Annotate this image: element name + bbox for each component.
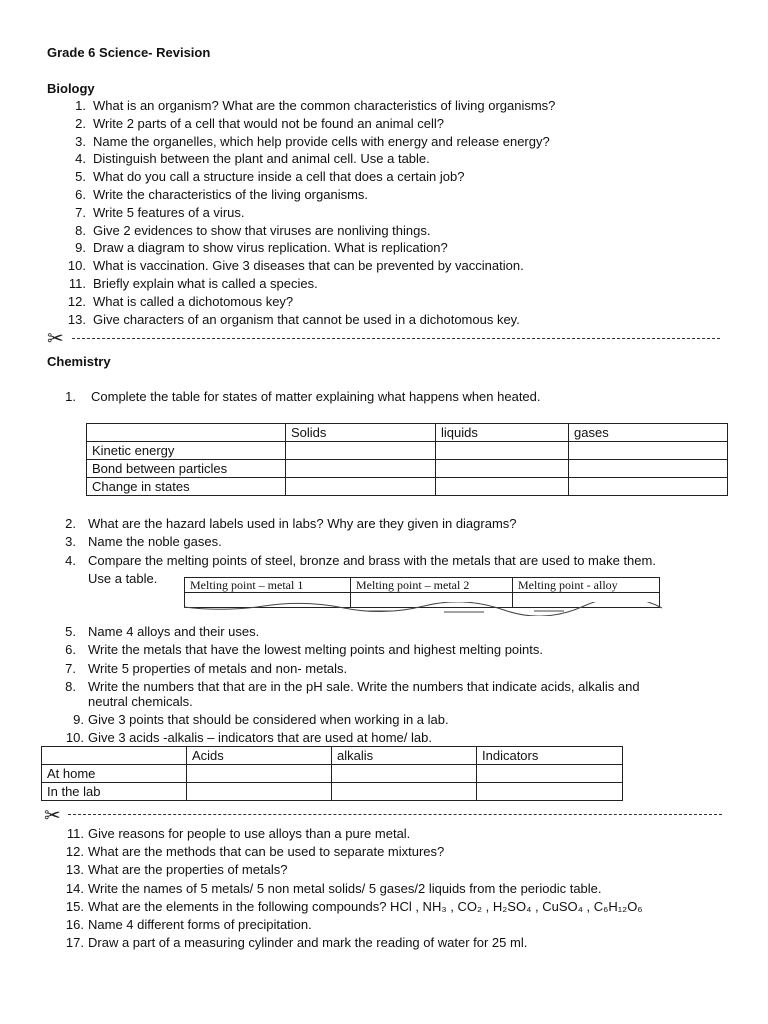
table-row	[87, 478, 728, 496]
list-item-text: Write the numbers that that are in the pH sale. Write the numbers that indicate acids, alkalis and	[88, 678, 640, 694]
list-item	[64, 257, 524, 274]
list-item	[64, 239, 448, 256]
list-item-number: 4.	[65, 552, 76, 568]
list-item-text: Give 2 evidences to show that viruses are nonliving things.	[93, 222, 431, 238]
list-item	[64, 880, 602, 897]
list-item	[64, 168, 464, 185]
biology-heading: Biology	[47, 81, 95, 96]
list-item-number: 12.	[67, 293, 86, 309]
list-item-text: Give 3 points that should be considered when working in a lab.	[88, 712, 449, 727]
list-item	[64, 898, 643, 915]
list-item-text: What is vaccination. Give 3 diseases that can be prevented by vaccination.	[93, 258, 524, 274]
list-item-text: Name 4 alloys and their uses.	[88, 624, 260, 639]
list-item	[64, 311, 520, 328]
table-row-label: Change in states	[87, 478, 286, 496]
table-row-label: In the lab	[42, 783, 187, 801]
list-item	[64, 150, 430, 167]
list-item	[64, 133, 550, 150]
list-item	[64, 641, 543, 658]
list-item-number: 1.	[75, 98, 86, 113]
list-item-text: Write 5 properties of metals and non- metals.	[88, 660, 348, 676]
list-item-text: Name the organelles, which help provide cells with energy and release energy?	[93, 133, 550, 149]
list-item-number: 12.	[65, 844, 84, 860]
list-item-number: 8.	[75, 222, 86, 238]
list-item	[64, 186, 368, 203]
list-item	[64, 623, 259, 640]
list-item	[64, 515, 517, 532]
list-item: 1. Complete the table for states of matter explaining what happens when heated.	[65, 389, 541, 404]
list-item-continuation: neutral chemicals.	[88, 694, 193, 709]
list-item	[64, 552, 656, 569]
list-item	[64, 729, 432, 746]
list-item-text: What are the elements in the following compounds? HCl , NH₃ , CO₂ , H₂SO₄ , CuSO₄ , C₆H₁₂O₆	[88, 898, 643, 914]
list-item-number: 7.	[65, 660, 76, 676]
list-item	[64, 934, 527, 951]
list-item-text: Briefly explain what is called a species.	[93, 276, 318, 291]
table-header: liquids	[436, 424, 569, 442]
list-item-number: 11.	[66, 826, 84, 841]
list-item-text: Write the names of 5 metals/ 5 non metal solids/ 5 gases/2 liquids from the periodic table.	[88, 880, 602, 896]
list-item-text: Write 5 features of a virus.	[93, 204, 245, 220]
scissors-icon: ✂	[44, 803, 61, 827]
list-item-number: 15.	[65, 898, 84, 914]
list-item	[64, 204, 245, 221]
list-item-number: 3.	[65, 534, 76, 550]
table-header: Indicators	[477, 747, 623, 765]
list-item-continuation: Use a table.	[88, 571, 158, 586]
list-item-text: Write 2 parts of a cell that would not be found an animal cell?	[93, 115, 444, 131]
list-item-text: Draw a part of a measuring cylinder and mark the reading of water for 25 ml.	[88, 935, 528, 951]
list-item-text: What are the hazard labels used in labs? Why are they given in diagrams?	[88, 516, 517, 531]
list-item-number: 14.	[65, 880, 84, 896]
list-item-number: 5.	[75, 169, 86, 185]
list-item	[64, 916, 312, 933]
list-item-number: 2.	[75, 115, 86, 131]
table-cell	[42, 747, 187, 765]
list-item-text: Name 4 different forms of precipitation.	[88, 917, 312, 932]
table-row	[42, 765, 623, 783]
states-of-matter-table	[86, 423, 728, 496]
list-item	[64, 293, 293, 310]
scissors-icon: ✂	[47, 326, 64, 350]
table-header: gases	[569, 424, 728, 442]
list-item-number: 5.	[65, 624, 76, 639]
list-item	[64, 222, 430, 239]
list-item-number: 7.	[75, 204, 86, 220]
list-item-text: Distinguish between the plant and animal cell. Use a table.	[93, 151, 430, 167]
table-header: Acids	[187, 747, 332, 765]
list-item-text: What is an organism? What are the common characteristics of living organisms?	[93, 98, 556, 113]
table-row	[87, 424, 728, 442]
table-row	[42, 747, 623, 765]
list-item-text: Compare the melting points of steel, bronze and brass with the metals that are used to make them.	[88, 552, 656, 568]
list-item	[64, 825, 410, 842]
list-item-number: 10.	[65, 730, 84, 746]
table-row-label: Bond between particles	[87, 460, 286, 478]
table-header: alkalis	[332, 747, 477, 765]
table-header: Solids	[286, 424, 436, 442]
table-row-label: At home	[42, 765, 187, 783]
acids-alkalis-indicators-table	[41, 746, 623, 801]
list-item	[64, 711, 449, 728]
list-item-number: 4.	[75, 151, 86, 167]
list-item-text: Give 3 acids -alkalis – indicators that are used at home/ lab.	[88, 730, 432, 746]
table-header: Melting point – metal 2	[351, 578, 513, 593]
table-header: Melting point - alloy	[513, 578, 660, 593]
list-item-number: 8.	[65, 678, 76, 694]
page-title: Grade 6 Science- Revision	[47, 45, 211, 60]
list-item	[64, 660, 347, 677]
list-item-number: 16.	[65, 917, 84, 932]
list-item-text: Name the noble gases.	[88, 534, 222, 550]
list-item-number: 9.	[75, 240, 86, 256]
list-item-number: 6.	[65, 642, 76, 658]
table-row	[87, 442, 728, 460]
list-item-text: What are the methods that can be used to separate mixtures?	[88, 844, 445, 860]
list-item	[64, 115, 444, 132]
list-item-text: What are the properties of metals?	[88, 862, 288, 878]
table-row-label: Kinetic energy	[87, 442, 286, 460]
list-item-number: 9.	[73, 712, 84, 727]
list-item	[64, 843, 444, 860]
torn-edge	[184, 602, 664, 616]
list-item-number: 3.	[75, 133, 86, 149]
list-item-number: 10.	[67, 258, 86, 274]
list-item	[64, 275, 318, 292]
table-header: Melting point – metal 1	[185, 578, 351, 593]
list-item-text: Write the metals that have the lowest melting points and highest melting points.	[88, 642, 544, 658]
list-item-number: 11.	[68, 276, 86, 291]
table-row	[185, 578, 660, 593]
list-item-number: 17.	[65, 935, 84, 951]
list-item-text: What do you call a structure inside a cell that does a certain job?	[93, 169, 465, 185]
list-item-number: 2.	[65, 516, 76, 531]
list-item-number: 13.	[67, 311, 86, 327]
cut-line	[72, 338, 720, 339]
table-cell	[87, 424, 286, 442]
list-item	[64, 97, 555, 114]
list-item-number: 6.	[75, 187, 86, 202]
list-item-text: What is called a dichotomous key?	[93, 293, 294, 309]
list-item-text: Give characters of an organism that cannot be used in a dichotomous key.	[93, 311, 520, 327]
cut-line	[68, 814, 722, 815]
table-row	[42, 783, 623, 801]
list-item	[64, 533, 222, 550]
list-item-text: Draw a diagram to show virus replication. What is replication?	[93, 240, 448, 256]
list-item-text: Write the characteristics of the living organisms.	[93, 187, 369, 202]
list-item	[64, 861, 287, 878]
list-item-text: Give reasons for people to use alloys than a pure metal.	[88, 826, 411, 841]
list-item-number: 13.	[65, 862, 84, 878]
chemistry-heading: Chemistry	[47, 354, 111, 369]
table-row	[87, 460, 728, 478]
